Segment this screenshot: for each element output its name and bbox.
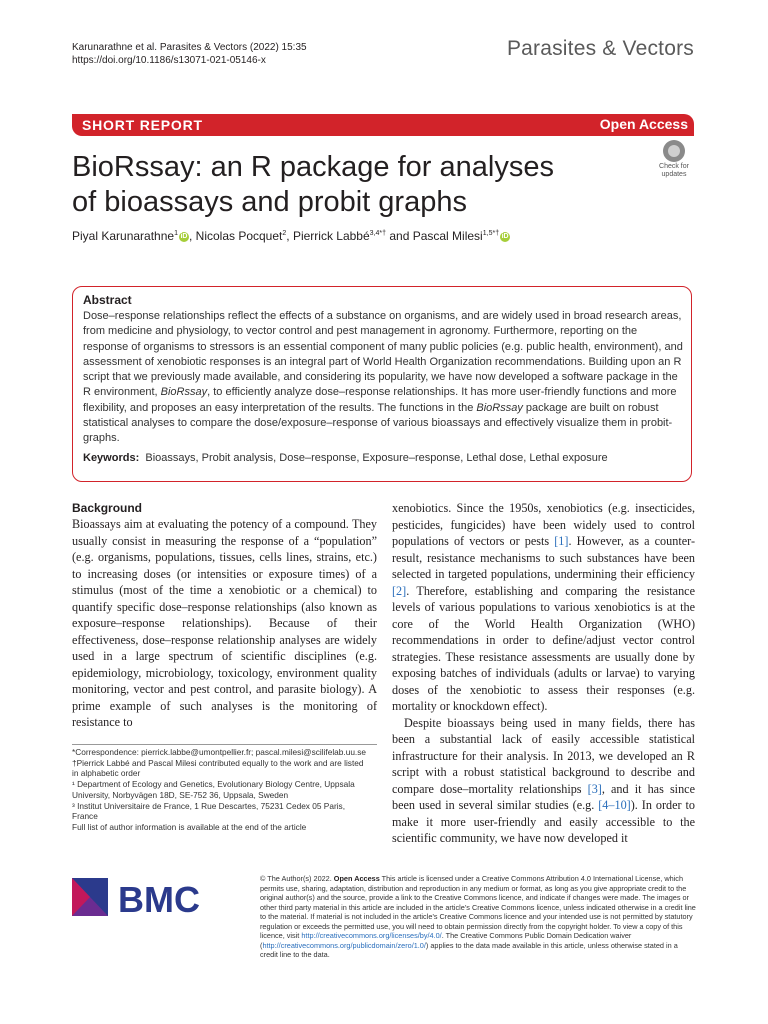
background-paragraph-continued [392,500,695,715]
body-column-left [72,500,377,731]
bmc-logo-icon [72,872,212,922]
open-access-label: Open Access [599,116,688,132]
text-run: Despite bioassays being used in many fields, there has been a substantial lack of easily accessible statistical infrastructure for their analysis. In 2013, we developed an R script with a robust statistical background to describe and compare dose–mortality relationships [392,715,695,796]
orcid-icon[interactable]: iD [180,232,188,240]
author-list [72,229,510,243]
reference-link[interactable]: [1] [554,534,569,548]
article-title [72,150,632,220]
text-run: © The Author(s) 2022. [260,874,334,883]
footnote-divider [72,744,377,745]
bmc-logo-text: BMC [118,879,200,920]
correspondence-note: *Correspondence: pierrick.labbe@umontpellier.fr; pascal.milesi@scilifelab.uu.se [72,747,367,757]
text-run: . The Creative Commons Public Domain Dedication waiver ( [260,931,632,950]
full-author-info-note: Full list of author information is available at the end of the article [72,821,307,832]
abstract-part-3: package are built on robust statistical analyses to compare the dose/exposure–response of various bioassays and effectively visualize them in probit-graphs. [83,401,673,445]
doi-link[interactable]: https://doi.org/10.1186/s13071-021-05146-x [72,55,266,66]
license-statement [260,874,696,960]
check-for-updates-button[interactable] [654,140,694,179]
text-run: ) applies to the data made available in this article, unless otherwise stated in a credit line to the data. [260,940,678,960]
body-column-right [392,500,695,847]
background-paragraph-1: Bioassays aim at evaluating the potency of a compound. They usually consist in measuring the response of a “population” (e.g. organisms, populations, tissues, cells lines, strains, etc.) to increasing doses (or intensities or exposure times) of a stimulus (most of the time a xenobiotic or a chemical) to quantify specific dose–response relationships (also known as exposure–response relationships). Because of their effectiveness, dose–response relationship analyses are widely used in a large spectrum of scientific disciplines (e.g. epidemiology, microbiology, toxicology, environment quality monitoring, vector and pest control, and parasite biology). A prime example of such analyses is the monitoring of resistance to [72,517,377,729]
equal-contribution-note: †Pierrick Labbé and Pascal Milesi contributed equally to the work and are listed in alphabetic order [72,757,364,779]
text-run: . However, as a counter-result, resistance mechanisms to such substances have been selected in targeted populations, undermining their efficiency [392,534,695,581]
article-type-label: SHORT REPORT [82,117,203,133]
author-2[interactable]: , Nicolas Pocquet [188,229,283,243]
author-3[interactable]: , Pierrick Labbé [286,229,370,243]
author-2-affil: 2 [282,230,287,237]
keywords [83,451,683,466]
author-3-affil: 3,4*† [369,230,387,237]
text-run: xenobiotics. Since the 1950s, xenobiotics (e.g. insecticides, pesticides, fungicides) have been widely used to control populations of vectors or pests [392,501,695,548]
citation-text: Karunarathne et al. Parasites & Vectors (2022) 15:35 [72,42,307,53]
reference-link[interactable]: [3] [587,781,602,796]
section-heading-background: Background [72,501,143,515]
package-name: BioRssay [160,386,208,399]
text-run: ). In order to make it more user-friendly and easily accessible to the scientific community, we have now developed it [392,798,696,845]
title-line-1: BioRssay: an R package for analyses [72,151,554,183]
author-1[interactable]: Piyal Karunarathne [72,229,175,243]
affiliation-3: ³ Institut Universitaire de France, 1 Rue Descartes, 75231 Cedex 05 Paris, France [72,800,346,822]
abstract-part-1: Dose–response relationships reflect the effects of a substance on organisms, and are widely used in broad research areas, from medicine and physiology, to vector control and pest management in agronomy. Furthermore, reporting on the response of organisms to stressors is an essential component of many public policies (e.g. public health, environment), and assessment of xenobiotic responses is an integral part of World Health Organization recommendations. Building upon an R script that we previously made available, and considering its popularity, we have now developed a software package in the R environment, [83,310,683,399]
abstract-part-2: , to efficiently analyze dose–response relationships. It has more user-friendly functions and more flexibility, and proposes an easy interpretation of the results. The functions in the [83,386,677,414]
journal-name: Parasites & Vectors [506,37,694,60]
package-name: BioRssay [476,401,523,414]
footnotes [72,747,372,833]
reference-link[interactable]: [2] [392,583,407,598]
orcid-icon[interactable]: iD [501,232,509,240]
license-link[interactable]: http://creativecommons.org/licenses/by/4.0/ [301,931,442,941]
public-domain-link[interactable]: http://creativecommons.org/publicdomain/zero/1.0/ [262,940,426,950]
text-run: , and it has since been used in several similar studies (e.g. [392,781,695,812]
bmc-logo [72,872,212,922]
background-paragraph-2 [392,715,695,847]
abstract-box [72,286,692,482]
text-run: This article is licensed under a Creative Commons Attribution 4.0 International License, which permits use, sharing, adaptation, distribution and reproduction in any medium or format, as long as you give appropriate credit to the original author(s) and the source, provide a link to the Creative Commons licence, and indicate if changes were made. The images or other third party material in this article are included in the article’s Creative Commons licence, unless indicated otherwise in a credit line to the material. If material is not included in the article’s Creative Commons licence and your intended use is not permitted by statutory regulation or exceeds the permitted use, you will need to obtain permission directly from the copyright holder. To view a copy of this licence, visit [260,874,696,941]
citation-header [72,41,307,67]
check-updates-line1: Check for [659,163,689,170]
title-line-2: of bioassays and probit graphs [72,186,467,218]
abstract-heading: Abstract [83,293,132,307]
check-updates-line2: updates [661,171,687,178]
abstract-text [83,309,683,447]
author-1-affil: 1 [174,230,178,237]
check-updates-icon [663,140,685,162]
author-4-affil: 1,5*† [482,230,500,237]
affiliation-1: ¹ Department of Ecology and Genetics, Evolutionary Biology Centre, Uppsala University, Norbyvägen 18D, SE-752 36, Uppsala, Sweden [72,779,355,800]
text-run: . Therefore, establishing and comparing the resistance levels of various populations to various xenobiotics is at the core of the World Health Organization (WHO) recommendations in order to define/adjust vector control strategies. These resistance assessments are usually done by exposing batches of individuals (adults or larvae) to varying doses of the xenobiotic to assess their responses (e.g. mortality or knockdown effect). [392,583,695,713]
reference-link[interactable]: [4–10] [598,798,631,812]
open-access-bold: Open Access [333,874,380,883]
keywords-label: Keywords: [83,451,140,464]
keywords-list: Bioassays, Probit analysis, Dose–response, Exposure–response, Lethal dose, Lethal exposure [145,451,608,464]
author-4[interactable]: and Pascal Milesi [386,229,483,243]
article-type-banner [72,114,694,136]
